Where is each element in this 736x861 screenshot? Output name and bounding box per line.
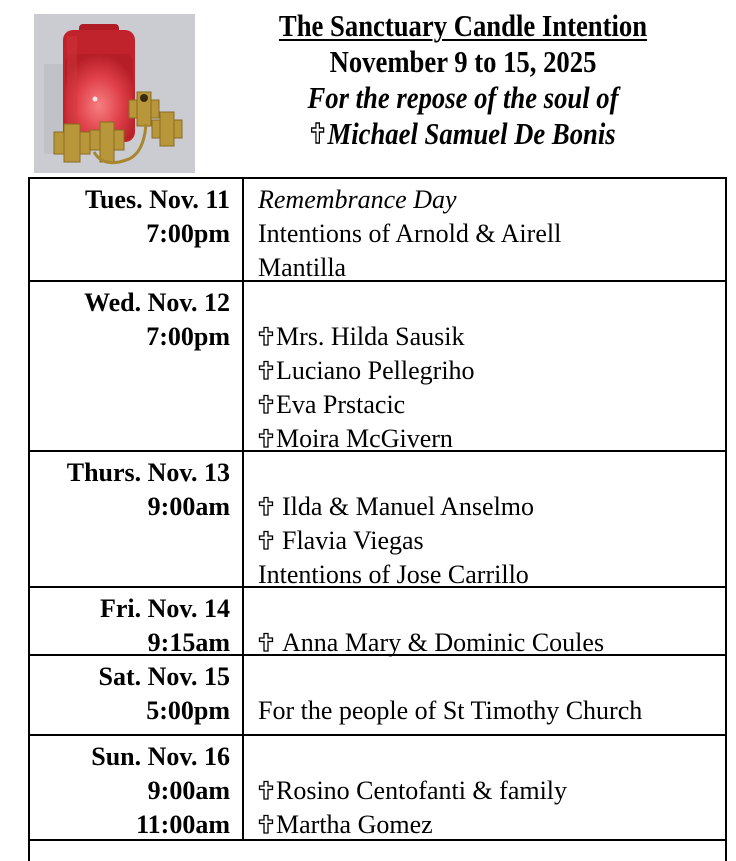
date-cell <box>30 736 244 839</box>
mass-time: 9:15am <box>147 628 230 657</box>
intention-text: Luciano Pellegriho <box>276 356 475 385</box>
date-cell <box>30 282 244 450</box>
sanctuary-candle-photo <box>34 14 195 173</box>
intention-line <box>258 524 725 558</box>
intention-line <box>258 694 725 728</box>
intention-text: For the people of St Timothy Church <box>258 696 643 725</box>
blank-line <box>258 456 725 490</box>
schedule-row <box>30 736 725 841</box>
intention-cell <box>244 452 725 589</box>
intention-line <box>258 774 725 808</box>
cross-icon <box>258 428 274 448</box>
blank-line <box>258 592 725 626</box>
mass-time: 5:00pm <box>146 696 230 725</box>
mass-intentions-table <box>28 177 727 861</box>
cross-icon <box>310 121 325 145</box>
date-cell <box>30 452 244 586</box>
dedicated-name: Michael Samuel De Bonis <box>327 116 616 151</box>
candle-image <box>34 14 195 173</box>
intention-line <box>258 183 725 217</box>
intention-text: Eva Prstacic <box>276 390 406 419</box>
intention-text: Mrs. Hilda Sausik <box>276 322 465 351</box>
schedule-row <box>30 656 725 736</box>
blank-line <box>258 660 725 694</box>
next-row-partial <box>30 841 725 861</box>
cross-icon <box>258 326 274 346</box>
intention-line <box>258 320 725 354</box>
intention-line <box>258 626 725 660</box>
schedule-row <box>30 282 725 452</box>
intention-text: Intentions of Jose Carrillo <box>258 560 529 589</box>
cross-icon <box>258 780 274 800</box>
dedicated-name-line <box>264 116 661 152</box>
cross-icon <box>258 360 274 380</box>
blank-line <box>258 286 725 320</box>
cross-icon <box>258 632 274 652</box>
schedule-row <box>30 452 725 588</box>
intention-cell <box>244 736 725 839</box>
intention-line <box>258 422 725 456</box>
day-label: Thurs. Nov. 13 <box>66 458 230 487</box>
day-label: Sun. Nov. 16 <box>91 742 230 771</box>
blank-line <box>258 740 725 774</box>
intention-text: Intentions of Arnold & Airell <box>258 219 562 248</box>
mass-time: 7:00pm <box>146 219 230 248</box>
date-cell <box>30 656 244 734</box>
mass-time: 11:00am <box>136 810 230 839</box>
dedication-line: For the repose of the soul of <box>307 80 619 115</box>
cross-icon <box>258 814 274 834</box>
page-title: The Sanctuary Candle Intention <box>278 8 648 43</box>
schedule-row <box>30 179 725 282</box>
intention-text: Flavia Viegas <box>282 526 424 555</box>
intention-cell <box>244 588 725 657</box>
day-label: Sat. Nov. 15 <box>98 662 230 691</box>
cross-icon <box>258 530 274 550</box>
intention-text: Remembrance Day <box>258 185 457 214</box>
intention-cell <box>244 179 725 280</box>
day-label: Fri. Nov. 14 <box>100 594 230 623</box>
date-cell <box>30 179 244 280</box>
intention-text: Mantilla <box>258 253 347 282</box>
intention-text: Moira McGivern <box>276 424 453 453</box>
mass-time: 9:00am <box>147 776 230 805</box>
date-range: November 9 to 15, 2025 <box>329 44 597 79</box>
intention-cell <box>244 656 725 734</box>
page-header <box>232 8 694 152</box>
intention-text: Ilda & Manuel Anselmo <box>282 492 535 521</box>
intention-line <box>258 558 725 592</box>
date-cell <box>30 588 244 657</box>
schedule-row <box>30 588 725 656</box>
day-label: Wed. Nov. 12 <box>84 288 230 317</box>
cross-icon <box>258 496 274 516</box>
intention-text: Martha Gomez <box>276 810 433 839</box>
intention-text: Anna Mary & Dominic Coules <box>282 628 605 657</box>
mass-time: 7:00pm <box>146 322 230 351</box>
intention-text: Rosino Centofanti & family <box>276 776 568 805</box>
intention-line <box>258 354 725 388</box>
intention-line <box>258 217 725 251</box>
intention-line <box>258 490 725 524</box>
day-label: Tues. Nov. 11 <box>85 185 230 214</box>
intention-line <box>258 251 725 285</box>
mass-time: 9:00am <box>147 492 230 521</box>
intention-line <box>258 388 725 422</box>
intention-cell <box>244 282 725 453</box>
intention-line <box>258 808 725 842</box>
cross-icon <box>258 394 274 414</box>
